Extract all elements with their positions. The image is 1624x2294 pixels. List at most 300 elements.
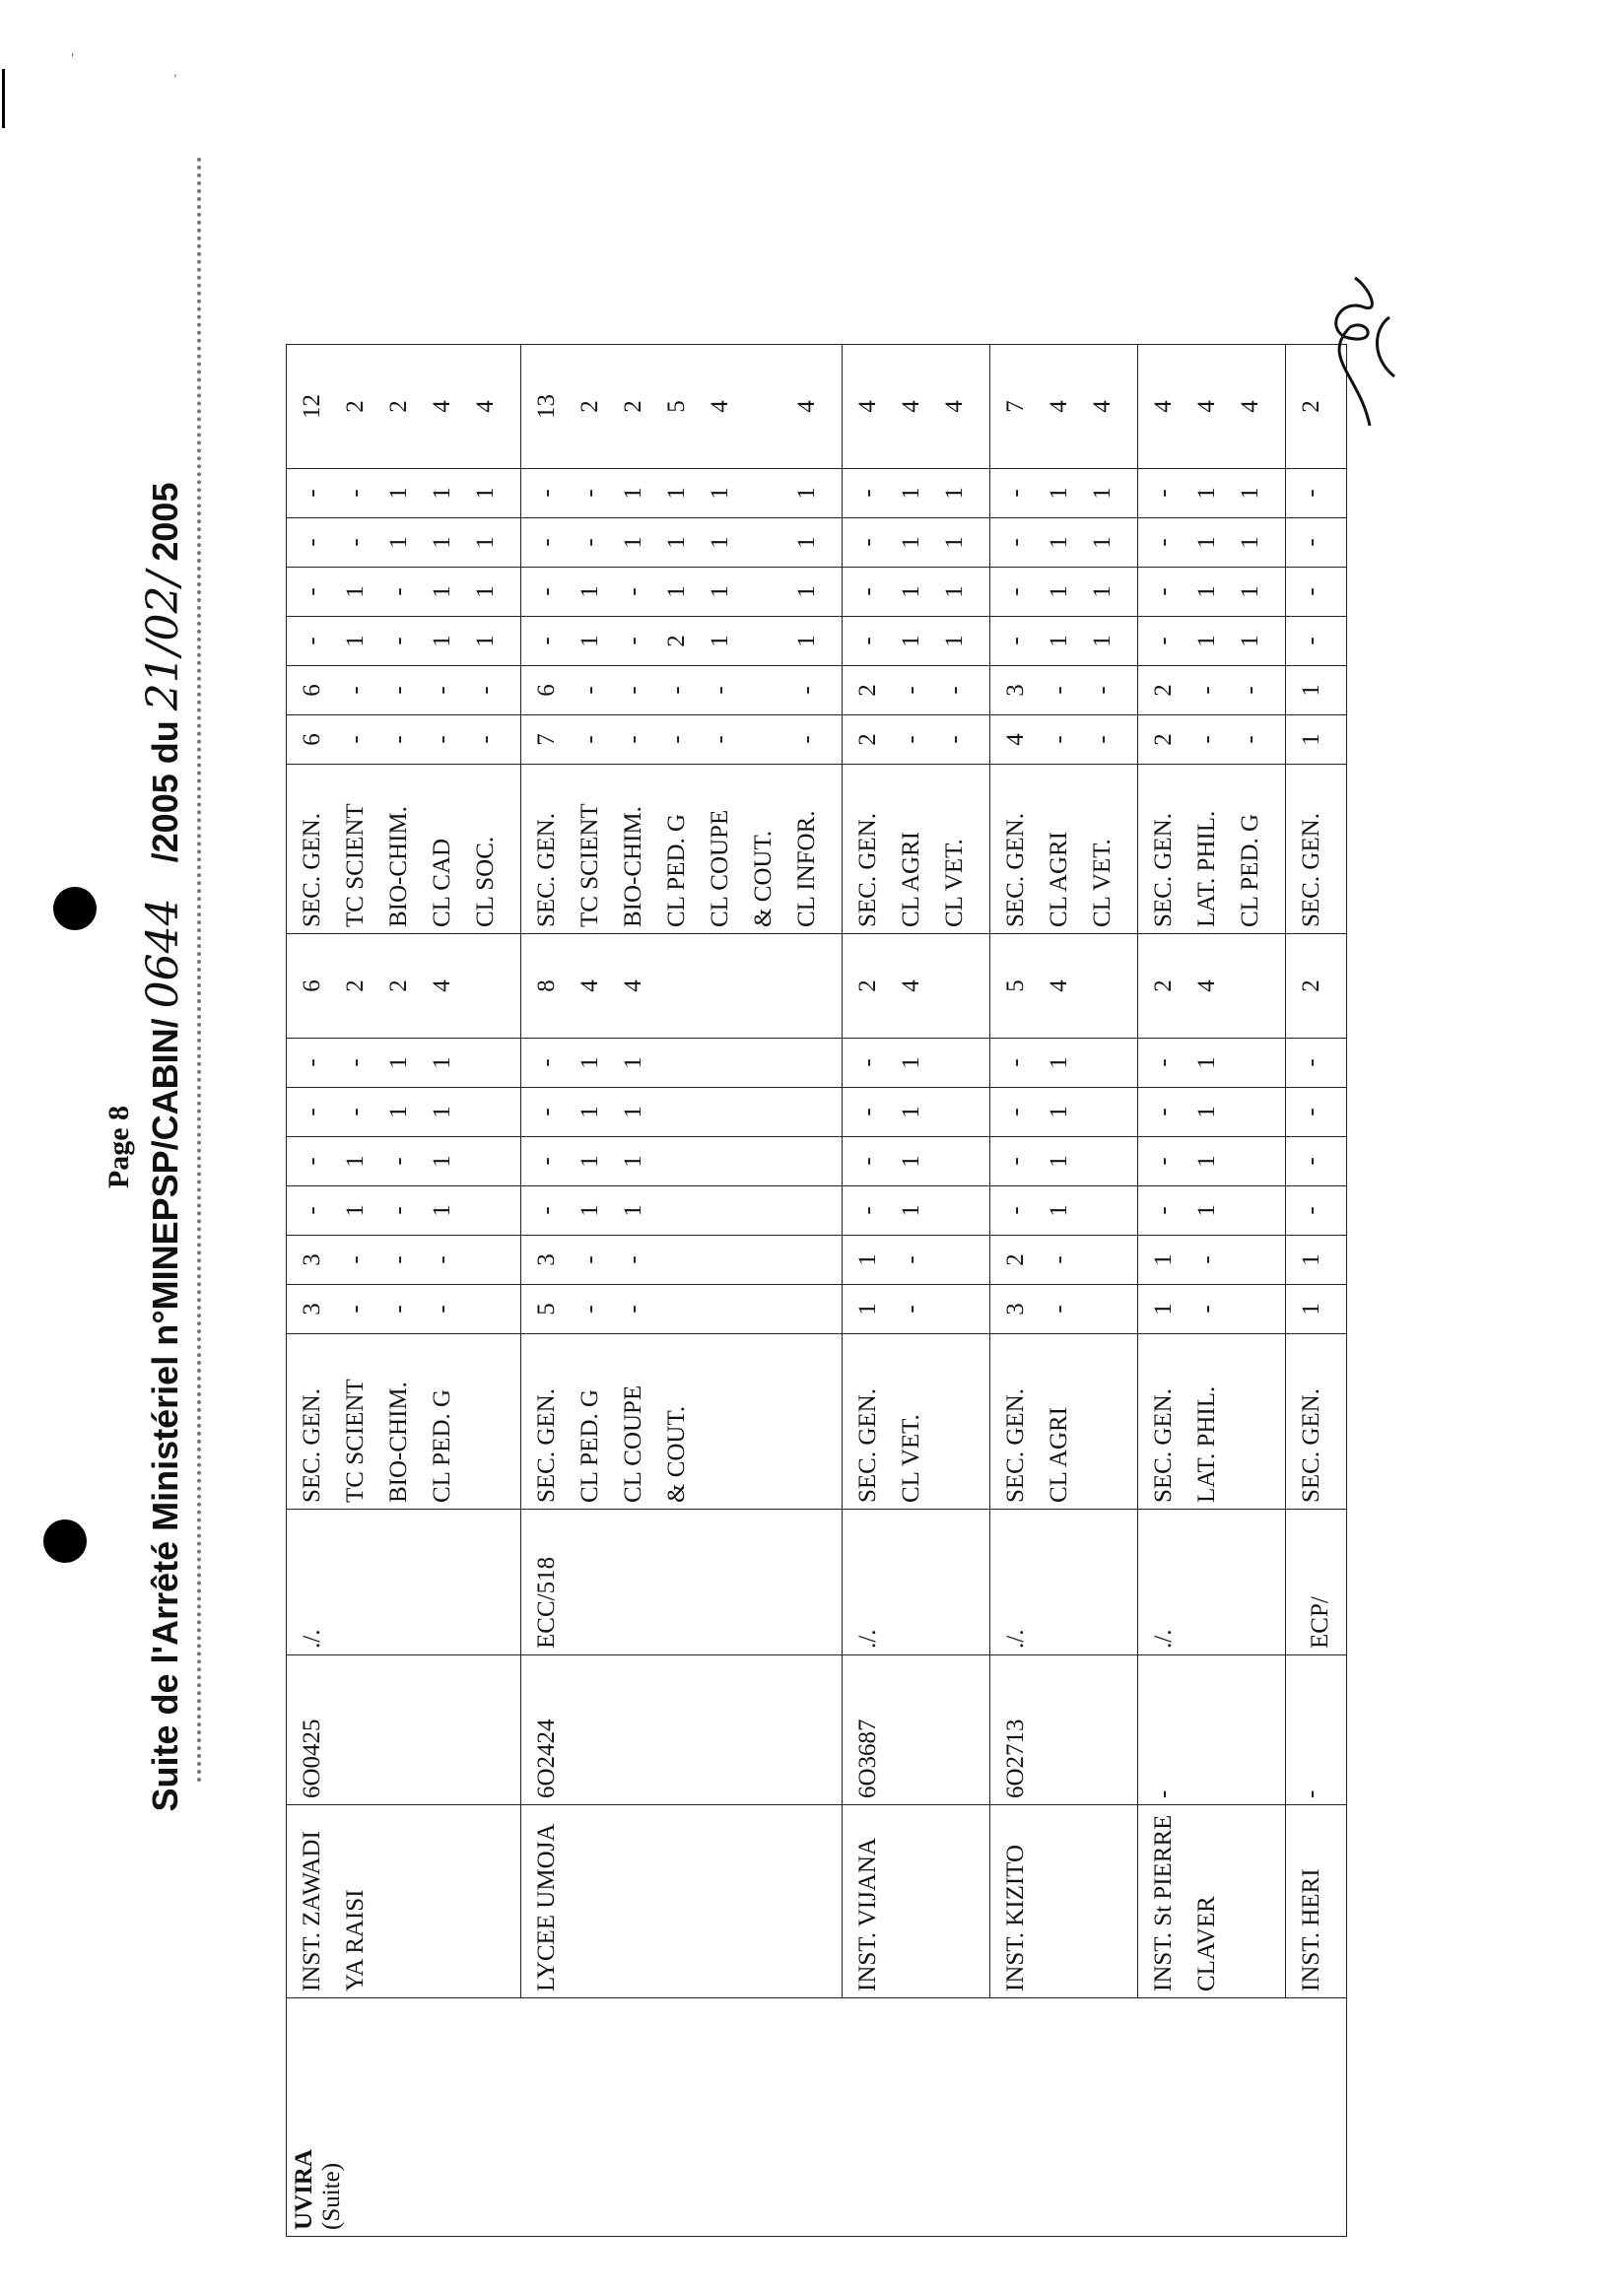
count-cell-b4 [1286, 568, 1347, 617]
count-value: 1 [1150, 1253, 1177, 1266]
count-cell-b3 [1286, 617, 1347, 666]
count-cell-b6 [843, 469, 990, 518]
count-value: 1 [1046, 635, 1072, 647]
sections-b-cell [521, 765, 843, 934]
count-value: 1 [576, 1204, 603, 1217]
count-value: 1 [663, 487, 690, 500]
count-cell-a4 [1286, 1137, 1347, 1186]
count-cell-b1 [521, 715, 843, 765]
count-cell-b5 [990, 518, 1138, 568]
count-value: 1 [385, 1056, 412, 1069]
school-code: 6O2713 [1002, 1719, 1029, 1798]
school-name-cell [287, 1805, 521, 1998]
count-value: 1 [429, 1106, 455, 1118]
count-value: - [1150, 637, 1177, 645]
count-value: - [576, 1305, 603, 1314]
count-value: - [793, 735, 820, 744]
count-value: - [1002, 637, 1029, 645]
count-value: 1 [898, 1106, 924, 1118]
count-cell-b1 [1286, 715, 1347, 765]
count-value: 6 [299, 684, 325, 697]
count-cell-b1 [1138, 715, 1286, 765]
count-value: - [898, 686, 924, 695]
sections-a-cell [990, 1334, 1138, 1510]
count-value: 8 [533, 979, 560, 992]
count-value: 4 [429, 979, 455, 992]
count-value: 1 [385, 536, 412, 549]
count-cell-a6 [990, 1039, 1138, 1088]
count-value: - [533, 587, 560, 596]
count-value: - [1002, 538, 1029, 547]
count-value [655, 1242, 699, 1278]
count-value: - [342, 1255, 369, 1264]
count-value: - [342, 686, 369, 695]
section-label: SEC. GEN. [1002, 1388, 1029, 1503]
count-value: 1 [1193, 585, 1220, 598]
count-value: 4 [793, 400, 820, 413]
count-value: - [429, 1305, 455, 1314]
count-cell-a4 [287, 1137, 521, 1186]
count-value: - [299, 1108, 325, 1116]
count-value: 4 [1089, 400, 1116, 413]
section-label: CL AGRI [1046, 832, 1072, 927]
count-value: 1 [1237, 585, 1263, 598]
count-value [742, 574, 785, 610]
region-note: (Suite) [318, 2162, 345, 2230]
count-value: - [1150, 489, 1177, 498]
count-value: - [576, 489, 603, 498]
count-value: - [342, 1058, 369, 1067]
count-value: 1 [1237, 536, 1263, 549]
count-value: - [533, 489, 560, 498]
count-cell-a5 [521, 1088, 843, 1137]
count-value: 1 [941, 585, 968, 598]
sections-b-cell [843, 765, 990, 934]
count-cell-a4 [521, 1137, 843, 1186]
section-label: SEC. GEN. [1150, 1388, 1177, 1503]
count-value: 1 [1089, 585, 1116, 598]
count-value: 4 [1193, 400, 1220, 413]
count-cell-b5 [1138, 518, 1286, 568]
count-value: - [299, 587, 325, 596]
count-cell-b4 [990, 568, 1138, 617]
count-cell-b2 [287, 666, 521, 715]
count-value: - [429, 1255, 455, 1264]
count-value: - [1298, 637, 1324, 645]
count-value: 1 [472, 487, 499, 500]
count-value: - [1002, 1058, 1029, 1067]
count-value: - [1298, 1157, 1324, 1166]
count-value: 1 [620, 536, 646, 549]
count-value: - [342, 735, 369, 744]
count-cell-b3 [990, 617, 1138, 666]
section-label: LAT. PHIL. [1193, 1385, 1220, 1503]
school-ref: ./. [854, 1629, 881, 1649]
count-cell-b6 [990, 469, 1138, 518]
count-cell-atot [1138, 934, 1286, 1039]
count-cell-b6 [1138, 469, 1286, 518]
count-value: - [1150, 1108, 1177, 1116]
count-value: 4 [620, 979, 646, 992]
count-value: 4 [1237, 400, 1263, 413]
count-cell-b4 [521, 568, 843, 617]
count-value: - [1046, 735, 1072, 744]
count-value: - [576, 538, 603, 547]
count-cell-b2 [990, 666, 1138, 715]
title-middle: /2005 du [145, 720, 185, 863]
count-value: 1 [1046, 1155, 1072, 1168]
count-cell-b4 [287, 568, 521, 617]
count-value: 4 [576, 979, 603, 992]
count-value: 1 [385, 487, 412, 500]
school-ref: ./. [1150, 1629, 1177, 1649]
count-value [742, 475, 785, 511]
count-value: - [1150, 538, 1177, 547]
page-title [138, 0, 188, 2294]
count-value: 4 [472, 400, 499, 413]
count-value: 1 [1193, 1155, 1220, 1168]
count-value: 1 [620, 487, 646, 500]
count-value: - [707, 686, 733, 695]
count-value: 2 [385, 400, 412, 413]
count-value: 1 [429, 487, 455, 500]
count-value [742, 623, 785, 659]
count-value: 4 [1150, 400, 1177, 413]
count-cell-b6 [1286, 469, 1347, 518]
count-cell-btot [287, 345, 521, 469]
school-name: YA RAISI [342, 1889, 369, 1991]
region-name: UVIRA [291, 2149, 317, 2230]
count-cell-a5 [843, 1088, 990, 1137]
count-value: - [1298, 489, 1324, 498]
count-value: - [898, 1255, 924, 1264]
school-ref: ECC/518 [533, 1556, 560, 1649]
school-name: INST. KIZITO [1002, 1844, 1029, 1991]
scan-speck: , [173, 65, 177, 79]
count-value: 1 [898, 585, 924, 598]
count-value: 1 [1193, 487, 1220, 500]
count-value: - [620, 587, 646, 596]
count-value: 1 [576, 585, 603, 598]
count-value: 1 [793, 487, 820, 500]
count-value: - [854, 1157, 881, 1166]
section-label: BIO-CHIM. [385, 806, 412, 927]
count-value: 1 [793, 585, 820, 598]
count-value: 1 [898, 1056, 924, 1069]
count-value: 4 [1193, 979, 1220, 992]
count-value [655, 1192, 699, 1229]
school-name-cell [1286, 1805, 1347, 1998]
school-code-cell [1286, 1655, 1347, 1805]
count-value: - [1298, 538, 1324, 547]
section-label: CL PED. G [1237, 813, 1263, 927]
count-cell-a3 [990, 1186, 1138, 1236]
count-value: - [1298, 587, 1324, 596]
count-value: 1 [1046, 1204, 1072, 1217]
count-value: - [342, 1305, 369, 1314]
count-cell-atot [843, 934, 990, 1039]
count-cell-a3 [843, 1186, 990, 1236]
count-value: 4 [1046, 400, 1072, 413]
count-value: 2 [854, 979, 881, 992]
count-value: - [533, 637, 560, 645]
count-value: - [1237, 686, 1263, 695]
count-value: 2 [1298, 979, 1324, 992]
count-value: 2 [342, 979, 369, 992]
count-value: 2 [1298, 400, 1324, 413]
count-cell-b2 [521, 666, 843, 715]
section-label: CL CAD [429, 838, 455, 927]
count-value: 1 [429, 1204, 455, 1217]
count-value: 2 [854, 733, 881, 746]
count-cell-a1 [990, 1285, 1138, 1334]
count-value: 2 [385, 979, 412, 992]
count-value: 1 [1089, 487, 1116, 500]
count-value: - [299, 1206, 325, 1215]
count-cell-a5 [1286, 1088, 1347, 1137]
count-value: - [1298, 1206, 1324, 1215]
school-code-cell [990, 1655, 1138, 1805]
school-code-cell [287, 1655, 521, 1805]
count-value: 1 [1298, 1303, 1324, 1316]
count-value: 1 [898, 487, 924, 500]
count-value: - [342, 538, 369, 547]
count-value: 1 [472, 635, 499, 647]
count-cell-a3 [287, 1186, 521, 1236]
count-cell-b4 [1138, 568, 1286, 617]
count-value: - [1002, 489, 1029, 498]
section-label: TC SCIENT [342, 1379, 369, 1503]
count-value: - [385, 637, 412, 645]
count-value: - [429, 686, 455, 695]
punch-hole [43, 1519, 87, 1563]
count-cell-b3 [287, 617, 521, 666]
count-value: 1 [898, 1204, 924, 1217]
count-value: 1 [793, 635, 820, 647]
count-value: 5 [663, 400, 690, 413]
count-cell-atot [990, 934, 1138, 1039]
count-value: 1 [707, 635, 733, 647]
count-value: - [533, 1206, 560, 1215]
count-cell-btot [990, 345, 1138, 469]
count-value: - [299, 1157, 325, 1166]
count-value: 2 [1002, 1253, 1029, 1266]
count-value: - [1150, 1058, 1177, 1067]
count-cell-a2 [990, 1236, 1138, 1285]
sections-b-cell [287, 765, 521, 934]
count-value: 1 [941, 635, 968, 647]
count-value: - [1089, 735, 1116, 744]
count-value: - [342, 1108, 369, 1116]
count-cell-b1 [843, 715, 990, 765]
count-cell-b3 [521, 617, 843, 666]
count-value: - [854, 637, 881, 645]
school-ref: ./. [1002, 1629, 1029, 1649]
count-value: 13 [533, 394, 560, 419]
count-value: - [620, 1305, 646, 1314]
count-cell-a1 [1138, 1285, 1286, 1334]
count-value: 6 [299, 733, 325, 746]
count-value: 5 [1002, 979, 1029, 992]
count-value [655, 1045, 699, 1081]
school-name-cell [990, 1805, 1138, 1998]
count-value: - [854, 489, 881, 498]
count-value: 2 [1150, 733, 1177, 746]
school-row [521, 345, 843, 2237]
count-value: - [898, 735, 924, 744]
count-value: 1 [793, 536, 820, 549]
count-value [655, 1143, 699, 1180]
count-value: 1 [385, 1106, 412, 1118]
count-value [655, 1094, 699, 1130]
count-value: 1 [576, 1056, 603, 1069]
school-name: CLAVER [1193, 1896, 1220, 1991]
count-value: - [1298, 1058, 1324, 1067]
school-row [1286, 345, 1347, 2237]
count-value: 1 [620, 1056, 646, 1069]
count-value: - [576, 1255, 603, 1264]
count-value: 2 [663, 635, 690, 647]
school-ref-cell [843, 1510, 990, 1655]
section-label: SEC. GEN. [854, 1388, 881, 1503]
count-value: - [941, 686, 968, 695]
section-label: SEC. GEN. [533, 813, 560, 927]
section-label: CL AGRI [1046, 1407, 1072, 1503]
count-value: 1 [1237, 635, 1263, 647]
section-label: CL PED. G [429, 1388, 455, 1503]
count-cell-a3 [521, 1186, 843, 1236]
count-value: 3 [299, 1303, 325, 1316]
school-name: INST. St PIERRE [1150, 1814, 1177, 1991]
count-cell-b5 [843, 518, 990, 568]
count-value: - [1150, 587, 1177, 596]
count-cell-a2 [1286, 1236, 1347, 1285]
school-code: - [1150, 1789, 1177, 1798]
count-cell-btot [521, 345, 843, 469]
signature-initials [1301, 268, 1409, 436]
count-value: 1 [898, 536, 924, 549]
count-value: - [342, 489, 369, 498]
count-value: - [854, 1206, 881, 1215]
count-value: 1 [1089, 536, 1116, 549]
section-label: CL VET. [898, 1414, 924, 1503]
count-cell-a2 [1138, 1236, 1286, 1285]
count-value: - [620, 637, 646, 645]
count-value: 1 [941, 487, 968, 500]
allocation-table [286, 344, 1347, 2237]
school-row [1138, 345, 1286, 2237]
count-cell-a6 [1286, 1039, 1347, 1088]
school-name-cell [521, 1805, 843, 1998]
sections-a-cell [1138, 1334, 1286, 1510]
count-cell-b6 [287, 469, 521, 518]
count-cell-b3 [1138, 617, 1286, 666]
section-label: CL AGRI [898, 832, 924, 927]
section-label: CL VET. [941, 839, 968, 927]
count-value: 1 [342, 1204, 369, 1217]
count-value: 1 [1150, 1303, 1177, 1316]
sections-a-cell [843, 1334, 990, 1510]
count-value: 1 [429, 536, 455, 549]
section-label: SEC. GEN. [533, 1388, 560, 1503]
count-value: 1 [898, 635, 924, 647]
count-value: 5 [533, 1303, 560, 1316]
count-cell-b2 [843, 666, 990, 715]
count-value: - [385, 735, 412, 744]
count-value: - [576, 686, 603, 695]
region-cell [287, 1998, 1347, 2237]
handwritten-decree-number: 0644 [138, 898, 188, 1009]
school-code-cell [521, 1655, 843, 1805]
count-value: - [1002, 1206, 1029, 1215]
count-value: 4 [898, 979, 924, 992]
count-value: 1 [1193, 1056, 1220, 1069]
count-value: - [1150, 1157, 1177, 1166]
sections-a-cell [521, 1334, 843, 1510]
count-value: - [429, 735, 455, 744]
count-value: - [299, 637, 325, 645]
count-value: - [299, 538, 325, 547]
count-value: - [533, 1108, 560, 1116]
count-value: 1 [342, 585, 369, 598]
count-value: 1 [576, 1106, 603, 1118]
count-cell-a1 [287, 1285, 521, 1334]
count-value: 3 [533, 1253, 560, 1266]
section-label: CL SOC. [472, 836, 499, 927]
count-cell-a4 [990, 1137, 1138, 1186]
school-ref: ECP/ [1307, 1596, 1333, 1649]
count-cell-a2 [521, 1236, 843, 1285]
count-value: - [620, 686, 646, 695]
count-value: 12 [299, 394, 325, 419]
count-cell-a1 [521, 1285, 843, 1334]
section-label: CL VET. [1089, 839, 1116, 927]
count-value: 4 [898, 400, 924, 413]
school-ref-cell [990, 1510, 1138, 1655]
count-value: - [663, 686, 690, 695]
count-cell-a5 [1138, 1088, 1286, 1137]
count-cell-b2 [1138, 666, 1286, 715]
count-value: 1 [429, 1056, 455, 1069]
count-value: 6 [299, 979, 325, 992]
school-code: 6O3687 [854, 1719, 881, 1798]
count-value: - [1002, 587, 1029, 596]
school-code: 6O0425 [299, 1719, 325, 1798]
count-cell-btot [843, 345, 990, 469]
count-cell-a2 [843, 1236, 990, 1285]
count-value: - [299, 489, 325, 498]
count-value: - [385, 1157, 412, 1166]
count-value: - [620, 735, 646, 744]
school-ref-cell [1286, 1510, 1347, 1655]
count-cell-a6 [843, 1039, 990, 1088]
count-value: - [533, 1058, 560, 1067]
count-value: 1 [1046, 1056, 1072, 1069]
school-ref-cell [1138, 1510, 1286, 1655]
count-cell-a5 [990, 1088, 1138, 1137]
count-cell-atot [1286, 934, 1347, 1039]
count-value: 2 [342, 400, 369, 413]
count-value: 1 [576, 635, 603, 647]
count-value: 1 [429, 635, 455, 647]
count-value: 1 [707, 536, 733, 549]
school-name: INST. HERI [1298, 1868, 1324, 1991]
count-cell-btot [1138, 345, 1286, 469]
count-value: - [1046, 1305, 1072, 1314]
count-value: - [1046, 686, 1072, 695]
count-value: 6 [533, 684, 560, 697]
section-label: LAT. PHIL. [1193, 810, 1220, 927]
